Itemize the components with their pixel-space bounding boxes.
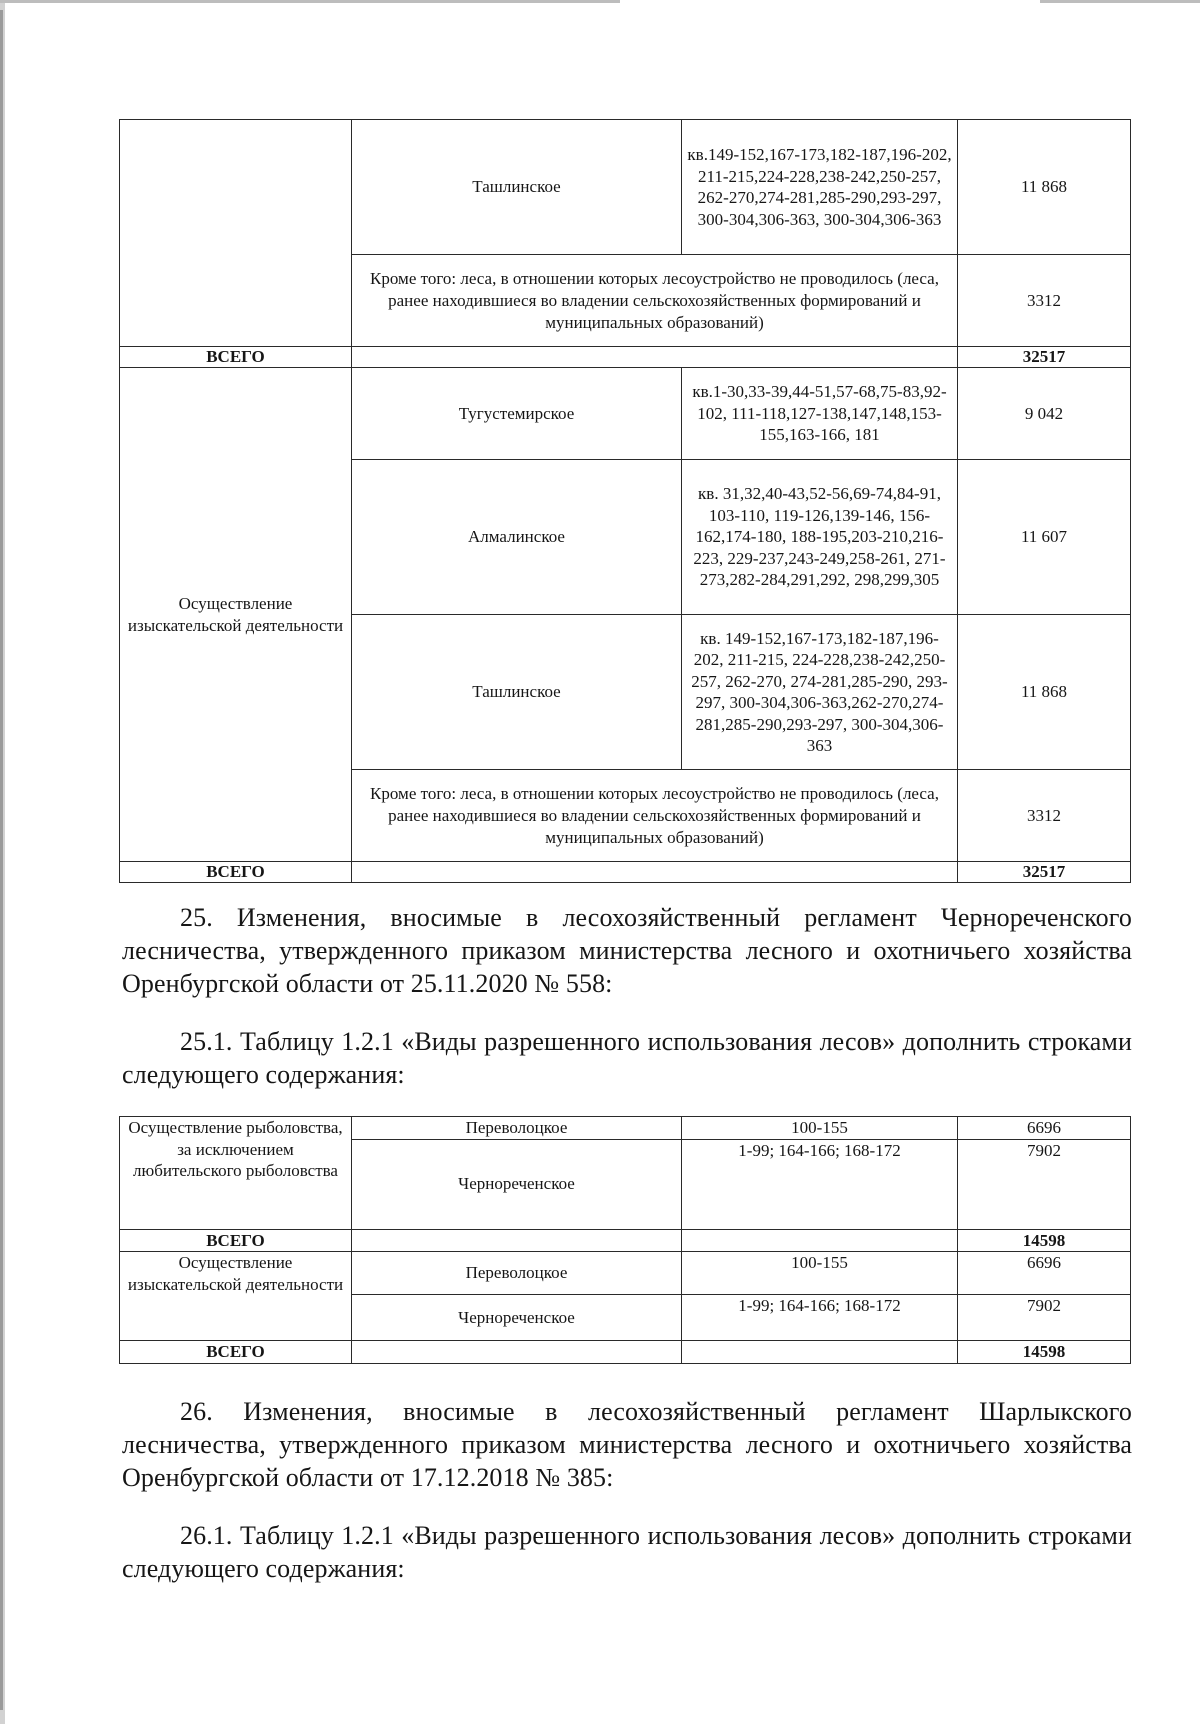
table-row-total bbox=[120, 862, 1131, 883]
total-value: 14598 bbox=[958, 1341, 1131, 1364]
total-empty-cell bbox=[352, 1341, 682, 1364]
scan-edge-top bbox=[0, 0, 1200, 3]
forest-use-table-continued bbox=[119, 119, 1131, 883]
kvartal-list-cell: кв. 149-152,167-173,182-187,196-202, 211-215, 224-228,238-242,250-257, 262-270, 274-281,285-290, 293-297, 300-304,306-363,262-270,274-281,285-290,293-297, 300-304,306-363 bbox=[682, 615, 958, 770]
scan-edge-left bbox=[0, 0, 5, 1724]
unsurveyed-forests-note: Кроме того: леса, в отношении которых лесоустройство не проводилось (леса, ранее находившиеся во владении сельскохозяйственных формирований и муниципальных образований) bbox=[352, 770, 958, 862]
area-cell: 6696 bbox=[958, 1252, 1131, 1295]
paragraph-26: 26. Изменения, вносимые в лесохозяйственный регламент Шарлыкского лесничества, утвержденного приказом министерства лесного и охотничьего хозяйства Оренбургской области от 17.12.2018 № 385: bbox=[122, 1397, 1132, 1492]
kvartal-list-cell: кв.149-152,167-173,182-187,196-202, 211-215,224-228,238-242,250-257, 262-270,274-281,285-290,293-297, 300-304,306-363, 300-304,306-363 bbox=[682, 120, 958, 255]
area-cell: 6696 bbox=[958, 1117, 1131, 1140]
area-cell: 3312 bbox=[958, 255, 1131, 347]
table-row-total bbox=[120, 347, 1131, 368]
total-empty-cell bbox=[682, 1229, 958, 1252]
kvartal-list-cell: 1-99; 164-166; 168-172 bbox=[682, 1295, 958, 1341]
use-type-cell-empty bbox=[120, 120, 352, 347]
forestry-name-cell: Тугустемирское bbox=[352, 368, 682, 460]
forestry-name-cell: Переволоцкое bbox=[352, 1117, 682, 1140]
forestry-name-cell: Чернореченское bbox=[352, 1295, 682, 1341]
area-cell: 3312 bbox=[958, 770, 1131, 862]
table-row-total bbox=[120, 1341, 1131, 1364]
total-empty-cell bbox=[352, 862, 958, 883]
unsurveyed-forests-note: Кроме того: леса, в отношении которых лесоустройство не проводилось (леса, ранее находившиеся во владении сельскохозяйственных формирований и муниципальных образований) bbox=[352, 255, 958, 347]
area-cell: 9 042 bbox=[958, 368, 1131, 460]
table-row-total bbox=[120, 1229, 1131, 1252]
area-cell: 11 868 bbox=[958, 615, 1131, 770]
forestry-name-cell: Переволоцкое bbox=[352, 1252, 682, 1295]
table-row bbox=[120, 120, 1131, 255]
total-empty-cell bbox=[682, 1341, 958, 1364]
table-row bbox=[120, 368, 1131, 460]
total-label: ВСЕГО bbox=[120, 347, 352, 368]
kvartal-list-cell: 100-155 bbox=[682, 1252, 958, 1295]
table-row bbox=[120, 1117, 1131, 1140]
total-value: 32517 bbox=[958, 347, 1131, 368]
paragraph-26-1: 26.1. Таблицу 1.2.1 «Виды разрешенного использования лесов» дополнить строками следующего содержания: bbox=[122, 1521, 1132, 1583]
forestry-name-cell: Чернореченское bbox=[352, 1139, 682, 1229]
total-empty-cell bbox=[352, 347, 958, 368]
forestry-name-cell: Алмалинское bbox=[352, 460, 682, 615]
total-empty-cell bbox=[352, 1229, 682, 1252]
paragraph-25: 25. Изменения, вносимые в лесохозяйственный регламент Чернореченского лесничества, утвержденного приказом министерства лесного и охотничьего хозяйства Оренбургской области от 25.11.2020 № 558: bbox=[122, 903, 1132, 998]
area-cell: 11 868 bbox=[958, 120, 1131, 255]
area-cell: 11 607 bbox=[958, 460, 1131, 615]
total-label: ВСЕГО bbox=[120, 862, 352, 883]
paragraph-25-1: 25.1. Таблицу 1.2.1 «Виды разрешенного использования лесов» дополнить строками следующего содержания: bbox=[122, 1027, 1132, 1089]
area-cell: 7902 bbox=[958, 1295, 1131, 1341]
kvartal-list-cell: 1-99; 164-166; 168-172 bbox=[682, 1139, 958, 1229]
kvartal-list-cell: 100-155 bbox=[682, 1117, 958, 1140]
table-row bbox=[120, 1252, 1131, 1295]
forestry-name-cell: Ташлинское bbox=[352, 120, 682, 255]
total-value: 14598 bbox=[958, 1229, 1131, 1252]
area-cell: 7902 bbox=[958, 1139, 1131, 1229]
use-type-cell: Осуществление изыскательской деятельности bbox=[120, 368, 352, 862]
kvartal-list-cell: кв.1-30,33-39,44-51,57-68,75-83,92-102, 111-118,127-138,147,148,153-155,163-166, 181 bbox=[682, 368, 958, 460]
use-type-cell: Осуществление рыболовства, за исключением любительского рыболовства bbox=[120, 1117, 352, 1230]
use-type-cell: Осуществление изыскательской деятельности bbox=[120, 1252, 352, 1341]
chernorechenskoe-forest-use-table bbox=[119, 1116, 1131, 1364]
total-label: ВСЕГО bbox=[120, 1229, 352, 1252]
total-label: ВСЕГО bbox=[120, 1341, 352, 1364]
kvartal-list-cell: кв. 31,32,40-43,52-56,69-74,84-91, 103-110, 119-126,139-146, 156-162,174-180, 188-195,203-210,216-223, 229-237,243-249,258-261, 271-273,282-284,291,292, 298,299,305 bbox=[682, 460, 958, 615]
total-value: 32517 bbox=[958, 862, 1131, 883]
forestry-name-cell: Ташлинское bbox=[352, 615, 682, 770]
